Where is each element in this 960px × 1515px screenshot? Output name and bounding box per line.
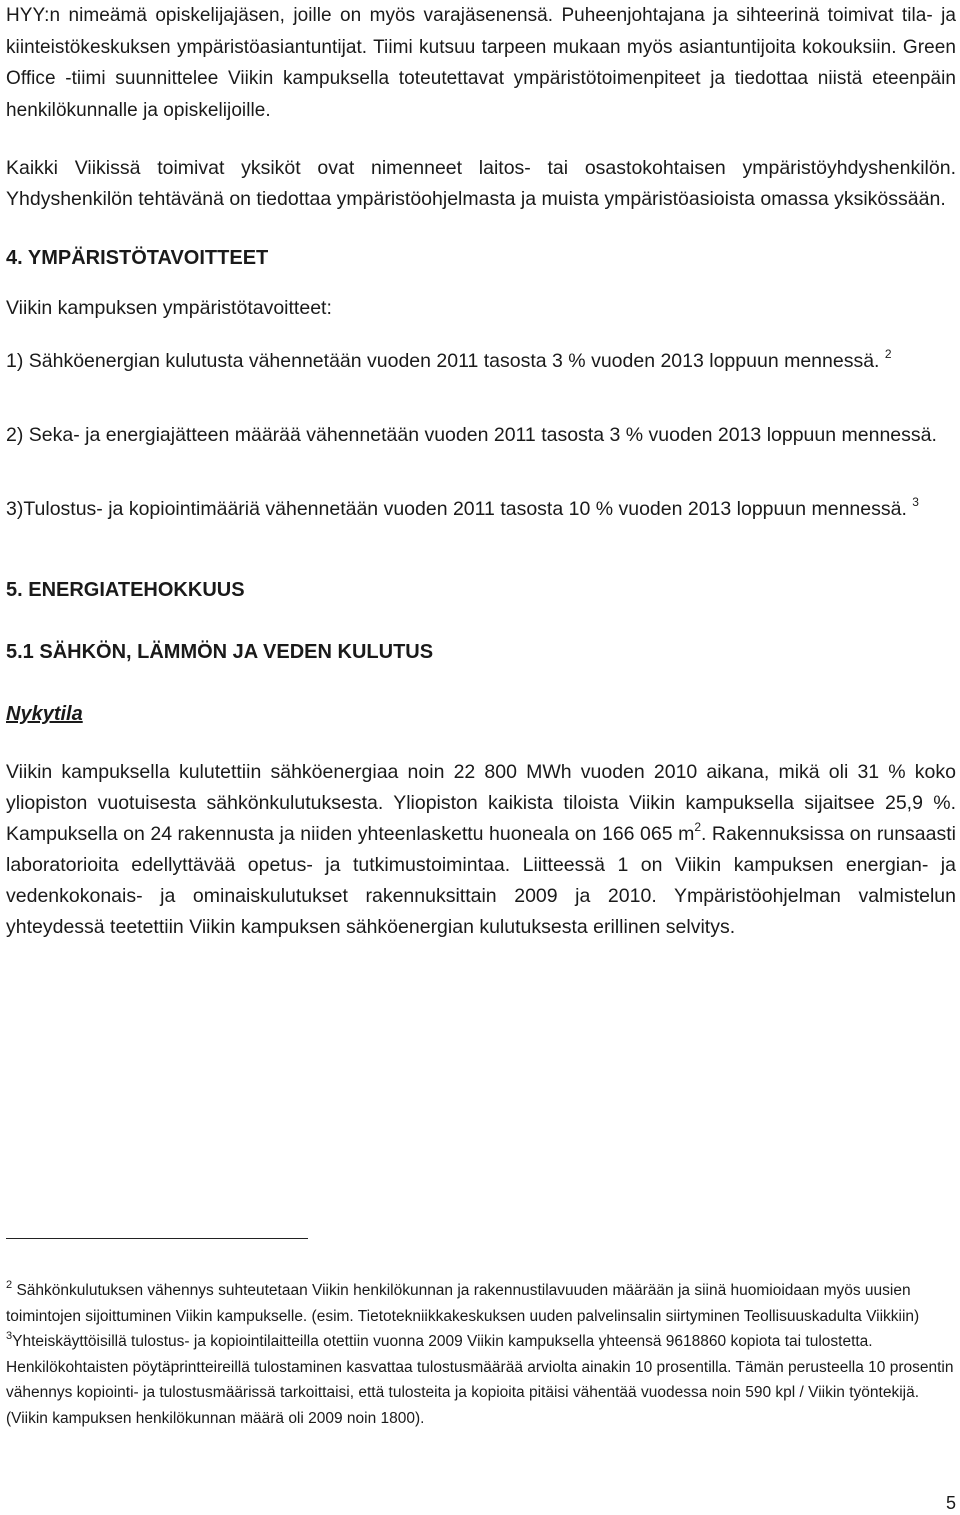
footnote-2 bbox=[6, 1278, 956, 1329]
energy-paragraph-text-b: . Rakennuksissa on runsaasti laboratorioita edellyttävää opetus- ja tutkimustoimintaa. Liitteessä 1 on Viikin kampuksen energian- ja vedenkokonais- ja ominaiskulutukset rakennuksittain 2009 ja 2010. Ympäristöohjelman valmistelun yhteydessä teetettiin Viikin kampuksen sähköenergian kulutuksesta erillinen selvitys. bbox=[6, 823, 956, 938]
goals-intro: Viikin kampuksen ympäristötavoitteet: bbox=[6, 297, 332, 319]
goal-2: 2) Seka- ja energiajätteen määrää vähennetään vuoden 2011 tasosta 3 % vuoden 2013 loppuun mennessä. bbox=[6, 424, 937, 446]
footnote-3-text: Yhteiskäyttöisillä tulostus- ja kopiointilaitteilla otettiin vuonna 2009 Viikin kampuksella yhteensä 9618860 kopiota tai tulostetta. Henkilökohtaisten pöytäprintteireillä tulostaminen kasvattaa tulostusmäärää arviolta ainakin 10 prosentilla. Tämän perusteella 10 prosentin vähennys kopiointi- ja tulostusmäärissä tarkoittaisi, että tulosteita ja kopioita pitäisi vähentää vuodessa noin 590 kpl / Viikin työntekijä. (Viikin kampuksen henkilökunnan määrä oli 2009 noin 1800). bbox=[6, 1333, 954, 1427]
goal-1 bbox=[6, 346, 956, 377]
goal-3 bbox=[6, 494, 956, 525]
energy-paragraph bbox=[6, 757, 956, 943]
footnote-3 bbox=[6, 1329, 956, 1431]
paragraph-contacts: Kaikki Viikissä toimivat yksiköt ovat nimenneet laitos- tai osastokohtaisen ympäristöyhdyshenkilön. Yhdyshenkilön tehtävänä on tiedottaa ympäristöohjelmasta ja muista ympäristöasioista omassa yksikössään. bbox=[6, 157, 956, 210]
document-page bbox=[6, 0, 956, 943]
square-meter-sup: 2 bbox=[694, 819, 701, 834]
footnote-2-text: Sähkönkulutuksen vähennys suhteutetaan Viikin henkilökunnan ja rakennustilavuuden määrään ja siinä huomioidaan myös uusien toimintojen sijoittuminen Viikin kampukselle. (esim. Tietotekniikkakeskuksen uuden palvelinsalin siirtyminen Teollisuuskadulta Viikkiin) bbox=[6, 1282, 920, 1325]
page-number: 5 bbox=[945, 1493, 956, 1513]
footnote-divider bbox=[6, 1238, 308, 1239]
footnote-ref-3: 3 bbox=[912, 494, 919, 509]
footnotes bbox=[6, 1278, 956, 1431]
footnote-2-number: 2 bbox=[6, 1278, 13, 1291]
section-5-1-heading: 5.1 SÄHKÖN, LÄMMÖN JA VEDEN KULUTUS bbox=[6, 641, 434, 663]
energy-paragraph-text-a: Viikin kampuksella kulutettiin sähköenergiaa noin 22 800 MWh vuoden 2010 aikana, mikä oli 31 % koko yliopiston vuotuisesta sähkönkulutuksesta. Yliopiston kaikista tiloista Viikin kampuksella sijaitsee 25,9 %. Kampuksella on 24 rakennusta ja niiden yhteenlaskettu huoneala on 166 065 m bbox=[6, 761, 956, 845]
section-4-heading: 4. YMPÄRISTÖTAVOITTEET bbox=[6, 247, 269, 269]
goal-1-text: 1) Sähköenergian kulutusta vähennetään vuoden 2011 tasosta 3 % vuoden 2013 loppuun mennessä. bbox=[6, 350, 880, 372]
footnote-3-number: 3 bbox=[6, 1329, 13, 1342]
current-state-heading: Nykytila bbox=[6, 703, 83, 725]
goal-3-text: 3)Tulostus- ja kopiointimääriä vähennetään vuoden 2011 tasosta 10 % vuoden 2013 loppuun mennessä. bbox=[6, 498, 907, 520]
footnote-ref-2: 2 bbox=[884, 346, 892, 361]
section-5-heading: 5. ENERGIATEHOKKUUS bbox=[6, 579, 245, 601]
paragraph-green-office: HYY:n nimeämä opiskelijajäsen, joille on myös varajäsenensä. Puheenjohtajana ja sihteerinä toimivat tila- ja kiinteistökeskuksen ympäristöasiantuntijat. Tiimi kutsuu tarpeen mukaan myös asiantuntijoita kokouksiin. Green Office -tiimi suunnittelee Viikin kampuksella toteutettavat ympäristötoimenpiteet ja tiedottaa niistä eteenpäin henkilökunnalle ja opiskelijoille. bbox=[6, 5, 956, 121]
